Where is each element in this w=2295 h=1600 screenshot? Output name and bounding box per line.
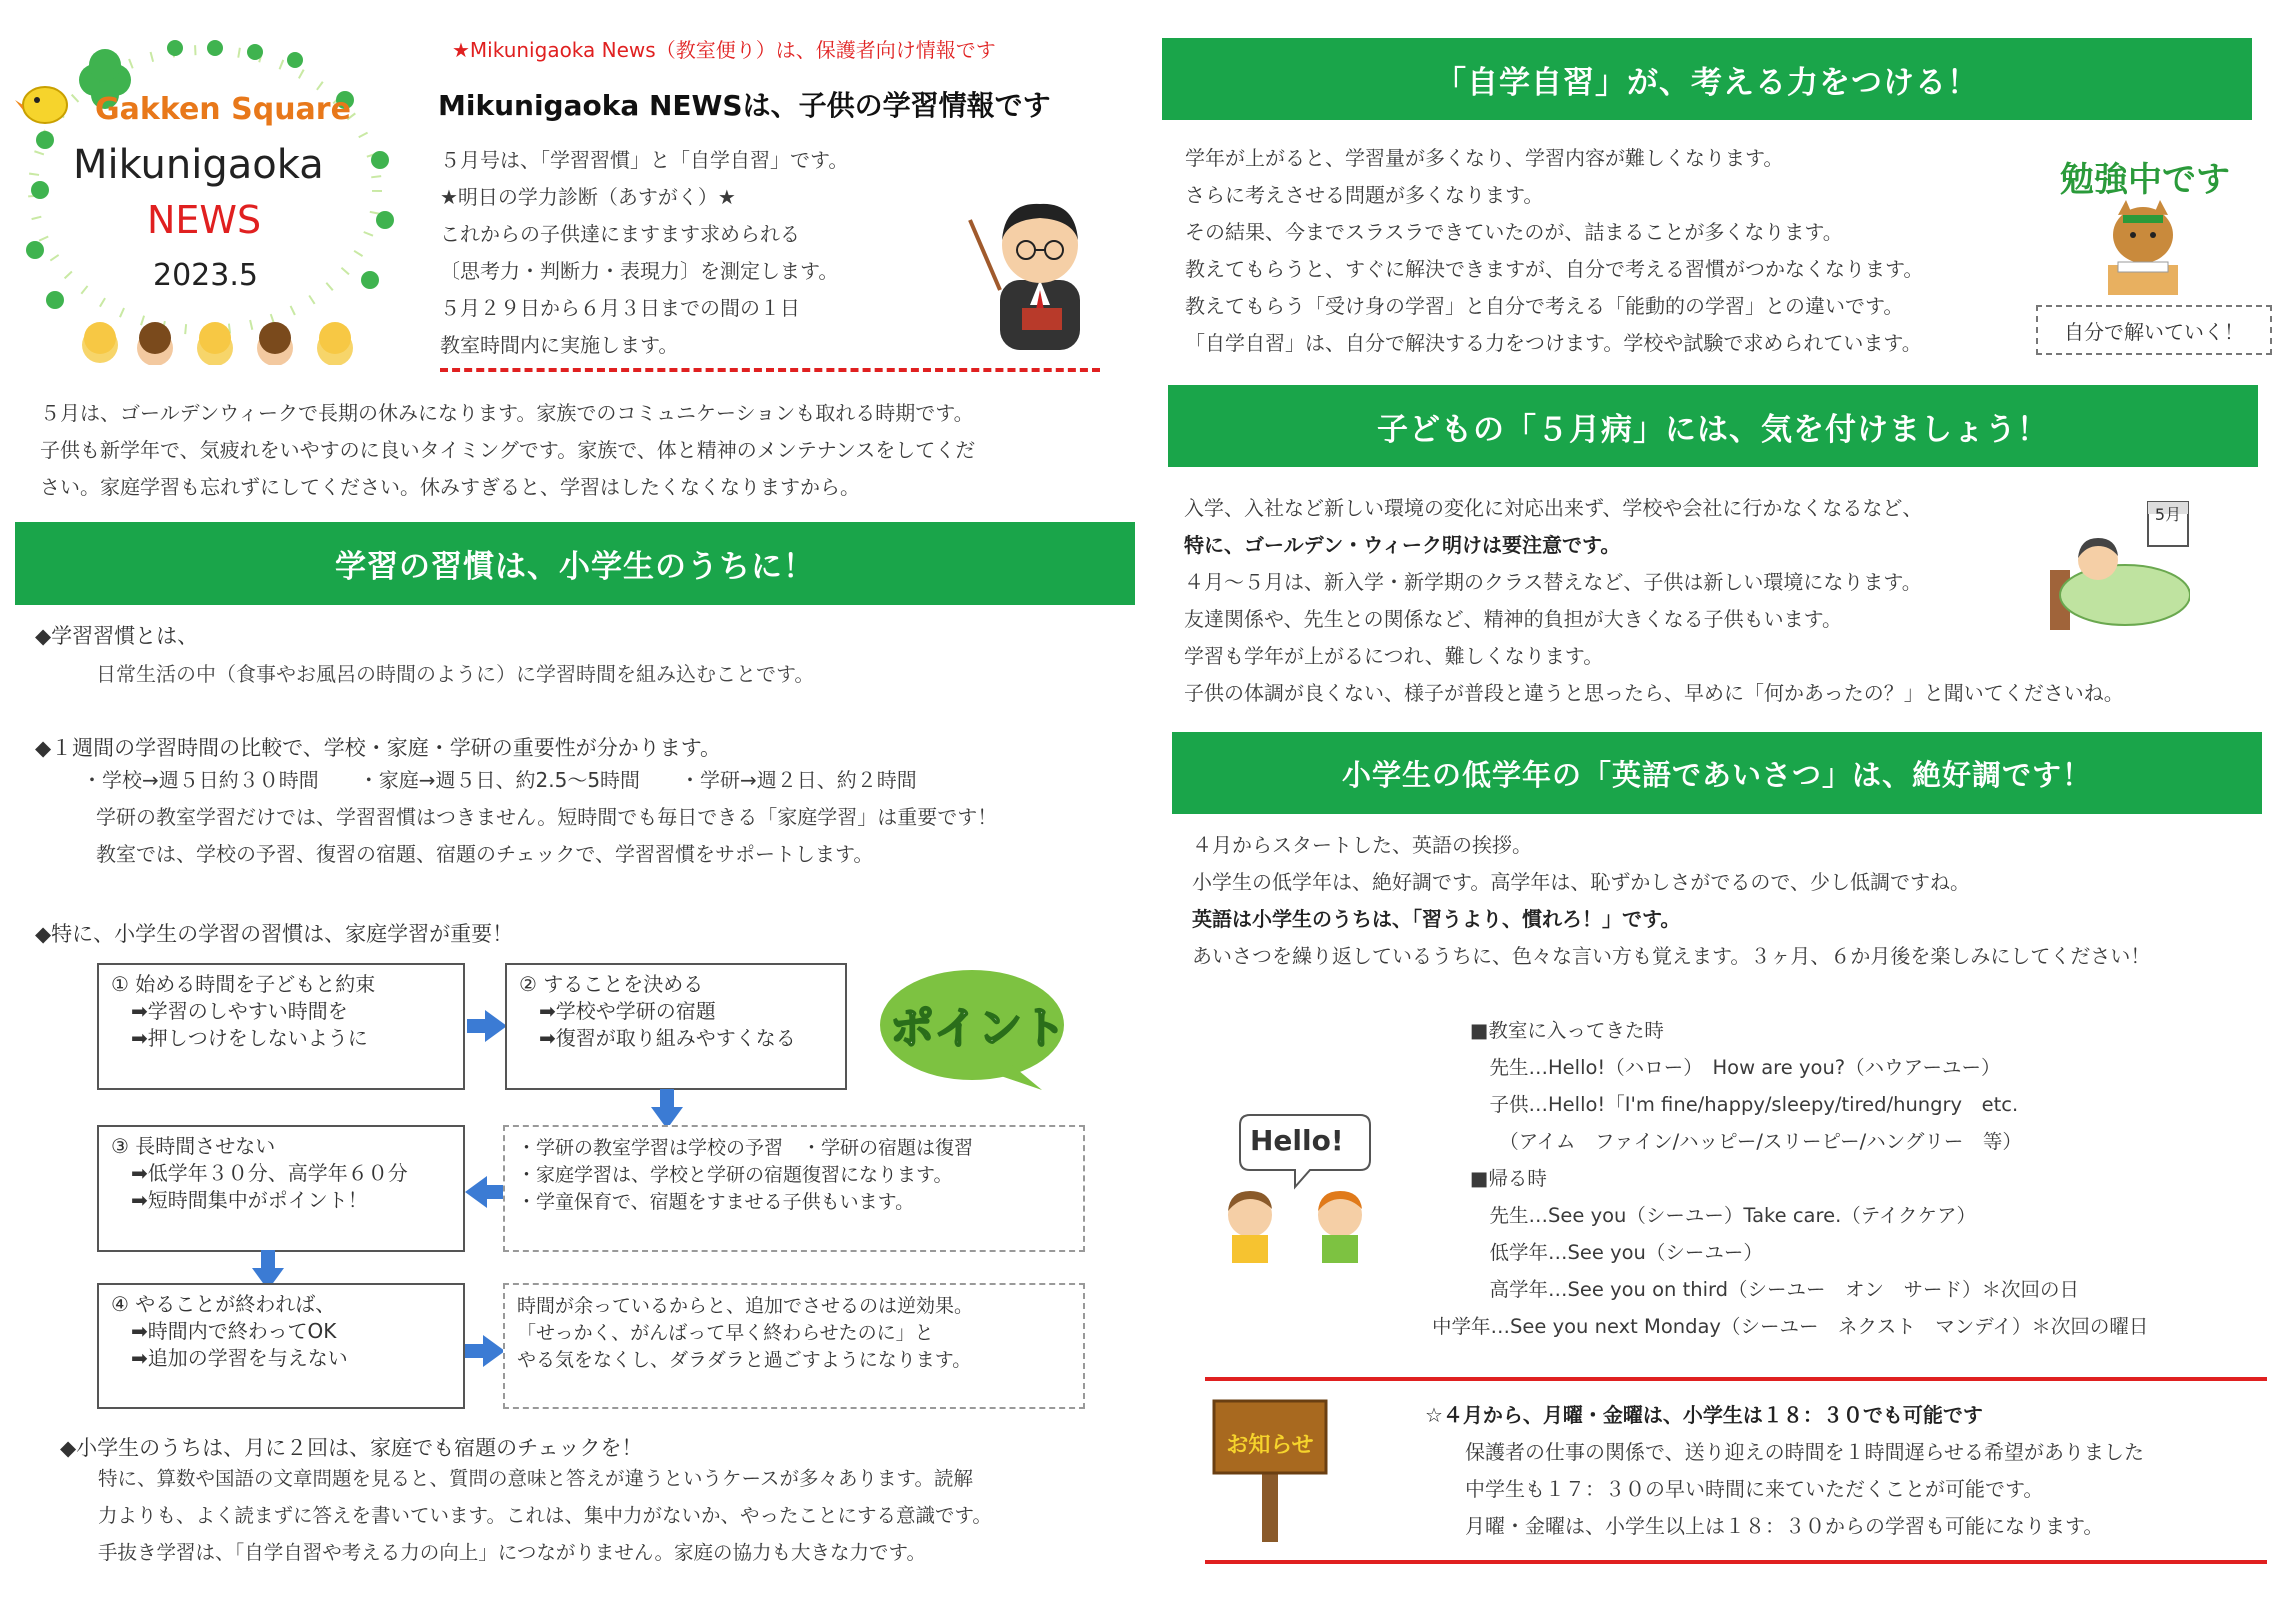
greeting-line: ■帰る時 [1470,1167,1547,1190]
flow-box-1 [97,963,465,1090]
header-divider [440,368,1100,372]
box-line: ① 始める時間を子どもと約束 [111,972,376,996]
logo-wreath [15,30,395,365]
may-line: 子供の体調が良くない、様子が普段と違うと思ったら、早めに「何かあったの？」と聞いてくださいね。 [1184,681,2124,705]
english-lines [1192,827,2150,975]
habit-compare-title: ◆１週間の学習時間の比較で、学校・家庭・学研の重要性が分かります。 [35,736,722,760]
heading-self-study: 「自学自習」が、考える力をつける！ [1162,38,2252,120]
calendar-label: 5月 [2154,505,2182,524]
habit-home-title: ◆特に、小学生の学習の習慣は、家庭学習が重要！ [35,922,514,946]
notice-top-rule [1205,1377,2267,1381]
greeting-line: 低学年…See you（シーユー） [1470,1241,1763,1264]
notice-sign-icon [1210,1397,1330,1542]
habit-check-title: ◆小学生のうちは、月に２回は、家庭でも宿題のチェックを！ [60,1436,643,1460]
habit-def-title: ◆学習習慣とは、 [35,624,199,648]
self-study-lines [1185,140,1923,362]
heading-habit: 学習の習慣は、小学生のうちに！ [15,522,1135,605]
note-line: やる気をなくし、ダラダラと過ごすようになります。 [517,1349,972,1371]
notice-line: 中学生も１７：３０の早い時間に来ていただくことが可能です。 [1465,1477,2044,1501]
box-line: ④ やることが終われば、 [111,1292,336,1316]
greeting-line: 先生…Hello!（ハロー） How are you?（ハウアーユー） [1470,1056,2001,1079]
may-line-bold: 特に、ゴールデン・ウィーク明けは要注意です。 [1184,533,1621,557]
self-line: その結果、今までスラスラできていたのが、詰まることが多くなります。 [1185,220,1843,244]
note-box-1 [503,1125,1085,1252]
compare-line: ・学校→週５日約３０時間 ・家庭→週５日、約2.5～5時間 ・学研→週２日、約２時間 [82,768,917,792]
self-line: 教えてもらうと、すぐに解決できますが、自分で考える習慣がつかなくなります。 [1185,257,1924,281]
may-line: 入学、入社など新しい環境の変化に対応出来ず、学校や会社に行かなくなるなど、 [1184,496,1923,520]
flow-box-3 [97,1125,465,1252]
notice-line: ☆４月から、月曜・金曜は、小学生は１８：３０でも可能です [1425,1403,1983,1427]
header-line: 〔思考力・判断力・表現力〕を測定します。 [440,259,839,283]
compare-line: 学研の教室学習だけでは、学習習慣はつきません。短時間でも毎日できる「家庭学習」は重要です！ [96,805,998,829]
note-line: 「せっかく、がんばって早く終わらせたのに」と [517,1322,934,1344]
intro-line: ５月は、ゴールデンウィークで長期の休みになります。家族でのコミュニケーションも取れる時期です。 [40,401,974,425]
logo-news: NEWS [147,198,262,242]
flow-arrow-left-icon [465,1176,487,1208]
studying-badge: 勉強中です [2060,160,2230,200]
note-box-2 [503,1283,1085,1409]
habit-compare-lines [82,762,997,873]
box-line: ➡時間内で終わってOK [111,1319,337,1343]
may-line: ４月～５月は、新入学・新学期のクラス替えなど、子供は新しい環境になります。 [1184,570,1922,594]
flow-arrow-right-icon [485,1010,507,1042]
greeting-line: （アイム ファイン/ハッピー/スリーピー/ハングリー 等） [1470,1130,2022,1153]
box-line: ➡押しつけをしないように [111,1026,368,1050]
may-line: 学習も学年が上がるにつれ、難しくなります。 [1184,644,1604,668]
logo-mikunigaoka: Mikunigaoka [73,142,324,188]
header-notice: ★Mikunigaoka News（教室便り）は、保護者向け情報です [452,38,996,62]
intro-line: 子供も新学年で、気疲れをいやすのに良いタイミングです。家族で、体と精神のメンテナンスをしてくだ [40,438,976,462]
english-line: あいさつを繰り返しているうちに、色々な言い方も覚えます。３ヶ月、６か月後を楽しみにしてください！ [1192,944,2151,968]
notice-line: 月曜・金曜は、小学生以上は１８：３０からの学習も可能になります。 [1465,1514,2104,1538]
compare-line: 教室では、学校の予習、復習の宿題、宿題のチェックで、学習習慣をサポートします。 [96,842,874,866]
english-line: ４月からスタートした、英語の挨拶。 [1192,833,1532,857]
intro-line: さい。家庭学習も忘れずにしてください。休みすぎると、学習はしたくなくなりますから。 [40,475,860,499]
check-line: 力よりも、よく読まずに答えを書いています。これは、集中力がないか、やったことにする意識です。 [98,1504,992,1527]
greetings-list [1432,1012,2149,1345]
header-line: これからの子供達にますます求められる [440,222,800,246]
intro-paragraph [40,395,975,506]
box-line: ➡低学年３０分、高学年６０分 [111,1161,408,1185]
point-label: ポイント [890,1003,1066,1054]
habit-def-text: 日常生活の中（食事やお風呂の時間のように）に学習時間を組み込むことです。 [96,662,815,686]
habit-check-lines [98,1460,992,1571]
box-line: ③ 長時間させない [111,1134,276,1158]
check-line: 特に、算数や国語の文章問題を見ると、質問の意味と答えが違うというケースが多々あります。読解 [98,1467,973,1490]
greeting-line: 中学年…See you next Monday（シーユー ネクスト マンデイ）＊次回の曜日 [1432,1315,2149,1338]
english-line-bold: 英語は小学生のうちは、「習うより、慣れろ！」です。 [1192,907,1681,931]
header-line: ★明日の学力診断（あすがく）★ [440,185,736,209]
greeting-line: 先生…See you（シーユー）Take care.（テイクケア） [1470,1204,1977,1227]
note-line: 時間が余っているからと、追加でさせるのは逆効果。 [517,1295,974,1317]
note-line: ・家庭学習は、学校と学研の宿題復習になります。 [517,1164,953,1186]
self-caption: 自分で解いていく！ [2036,305,2272,355]
check-line: 手抜き学習は、「自学自習や考える力の向上」につながりません。家庭の協力も大きな力です。 [98,1541,926,1564]
box-line: ➡学校や学研の宿題 [519,999,716,1023]
may-lines [1184,490,2124,712]
notice-line: 保護者の仕事の関係で、送り迎えの時間を１時間遅らせる希望がありました [1465,1440,2144,1464]
box-line: ② することを決める [519,972,704,996]
logo-date: 2023.5 [153,258,258,293]
hello-bubble-text: Hello! [1250,1124,1344,1157]
box-line: ➡短時間集中がポイント！ [111,1188,368,1212]
note-line: ・学研の教室学習は学校の予習 ・学研の宿題は復習 [517,1137,974,1159]
greeting-line: 高学年…See you on third（シーユー オン サード）＊次回の日 [1470,1278,2080,1301]
self-line: 「自学自習」は、自分で解決する力をつけます。学校や試験で求められています。 [1185,331,1922,355]
flow-box-4 [97,1283,465,1409]
flow-box-2 [505,963,847,1090]
self-line: 学年が上がると、学習量が多くなり、学習内容が難しくなります。 [1185,146,1784,170]
box-line: ➡復習が取り組みやすくなる [519,1026,796,1050]
studying-character-icon [2098,200,2188,300]
logo-gakken-square: Gakken Square [95,92,351,127]
header-line: ５月２９日から６月３日までの間の１日 [440,296,800,320]
may-line: 友達関係や、先生との関係など、精神的負担が大きくなる子供もいます。 [1184,607,1842,631]
header-line: ５月号は、「学習習慣」と「自学自習」です。 [440,148,849,172]
note-line: ・学童保育で、宿題をすませる子供もいます。 [517,1191,915,1213]
box-line: ➡追加の学習を与えない [111,1346,348,1370]
notice-sign-label: お知らせ [1226,1433,1314,1458]
greeting-line: ■教室に入ってきた時 [1470,1019,1664,1042]
heading-english: 小学生の低学年の「英語であいさつ」は、絶好調です！ [1172,732,2262,814]
notice-bottom-rule [1205,1560,2267,1564]
self-line: さらに考えさせる問題が多くなります。 [1185,183,1544,207]
greeting-line: 子供…Hello!「I'm fine/happy/sleepy/tired/hungry etc. [1470,1093,2019,1116]
teacher-illustration [960,180,1100,350]
header-line: 教室時間内に実施します。 [440,333,679,357]
heading-may-blues: 子どもの「５月病」には、気を付けましょう！ [1168,385,2258,467]
notice-lines [1425,1397,2144,1545]
flow-arrow-right-icon [483,1335,505,1367]
header-lines [440,142,848,364]
english-line: 小学生の低学年は、絶好調です。高学年は、恥ずかしさがでるので、少し低調ですね。 [1192,870,1970,894]
box-line: ➡学習のしやすい時間を [111,999,348,1023]
self-line: 教えてもらう「受け身の学習」と自分で考える「能動的の学習」との違いです。 [1185,294,1904,318]
header-title: Mikunigaoka NEWSは、子供の学習情報です [438,89,1051,122]
